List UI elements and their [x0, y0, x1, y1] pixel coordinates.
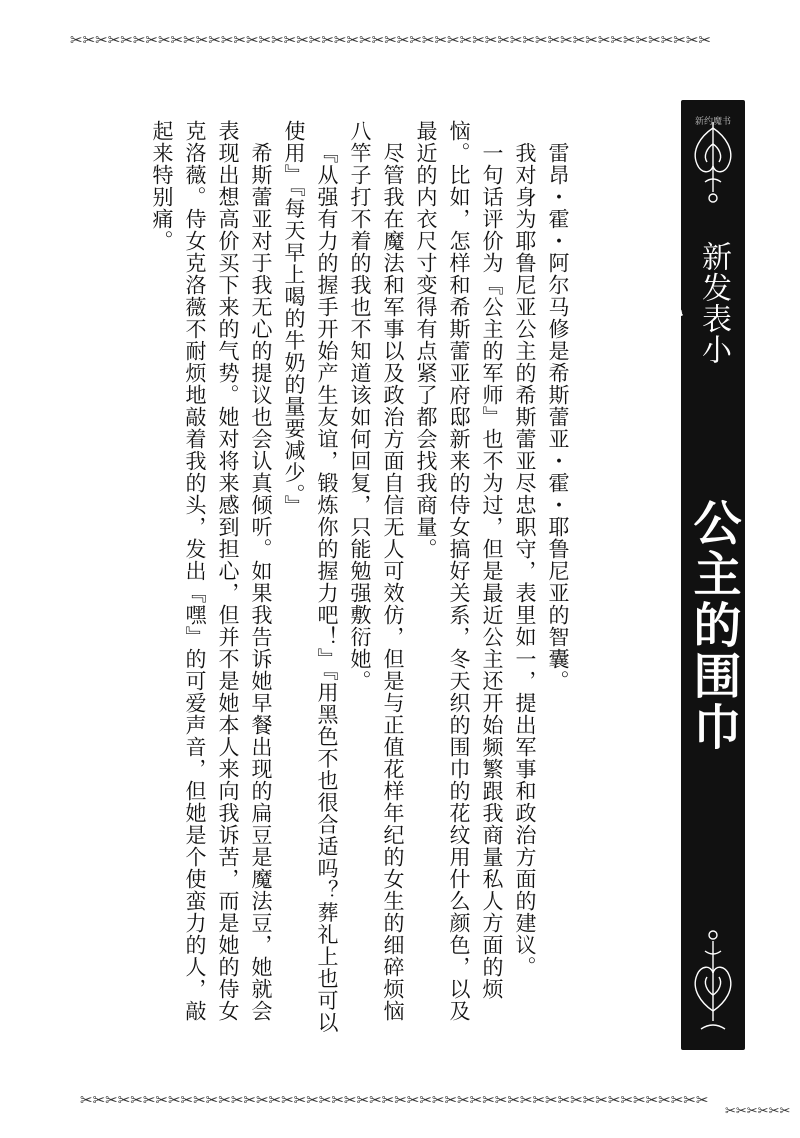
paragraph-5: 『从强有力的握手开始产生友谊，锻炼你的握力吧！』『用黑色不也很合适吗？葬礼上也可以使用』『每天早上喝的牛奶的量要减少。』 [282, 120, 339, 1034]
watermark: 新约魔书 [694, 117, 731, 127]
paragraph-1: 雷昂・霍・阿尔马修是希斯蕾亚・霍・耶鲁尼亚的智囊。 [546, 142, 570, 693]
bottom-decorative-border-tail: ✂✂✂✂✂✂ [725, 1104, 791, 1119]
story-title: 公主的围巾 [685, 497, 741, 753]
paragraph-4: 尽管我在魔法和军事以及政治方面自信无人可效仿，但是与正值花样年纪的女生的细碎烦恼八竿子打不着的我也不知道该如何回复，只能勉强敷衍她。 [348, 120, 405, 1023]
story-body [145, 120, 574, 1040]
paragraph-3: 一句话评价为『公主的军师』也不为过，但是最近公主还开始频繁跟我商量私人方面的烦恼。比如，怎样和希斯蕾亚府邸新来的侍女搞好关系，冬天织的围巾的花纹用什么颜色，以及最近的内衣尺寸变得有点紧了都会找我商量。 [414, 120, 504, 1022]
flourish-ornament-bottom-icon [681, 925, 745, 1050]
bottom-decorative-border: ✂✂✂✂✂✂✂✂✂✂✂✂✂✂✂✂✂✂✂✂✂✂✂✂✂✂✂✂✂✂✂✂✂✂✂✂✂✂✂✂✂✂✂✂✂✂✂✂✂✂ [80, 1091, 709, 1109]
paragraph-2: 我对身为耶鲁尼亚公主的希斯蕾亚尽忠职守，表里如一，提出军事和政治方面的建议。 [513, 142, 537, 979]
section-label: 新发表小说 [648, 241, 731, 365]
flourish-ornament-top-icon [681, 100, 745, 210]
paragraph-6: 希斯蕾亚对于我无心的提议也会认真倾听。如果我告诉她早餐出现的扁豆是魔法豆，她就会表现出想高价买下来的气势。她对将来感到担心，但并不是她本人来向我诉苦，而是她的侍女克洛薇。侍女克洛薇不耐烦地敲着我的头，发出『嘿』的可爱声音，但她是个使蛮力的人，敲起来特别痛。 [150, 120, 273, 1023]
title-banner [648, 100, 745, 1050]
top-decorative-border: ✂✂✂✂✂✂✂✂✂✂✂✂✂✂✂✂✂✂✂✂✂✂✂✂✂✂✂✂✂✂✂✂✂✂✂✂✂✂✂✂✂✂✂✂✂✂✂✂✂✂✂ [70, 31, 711, 49]
